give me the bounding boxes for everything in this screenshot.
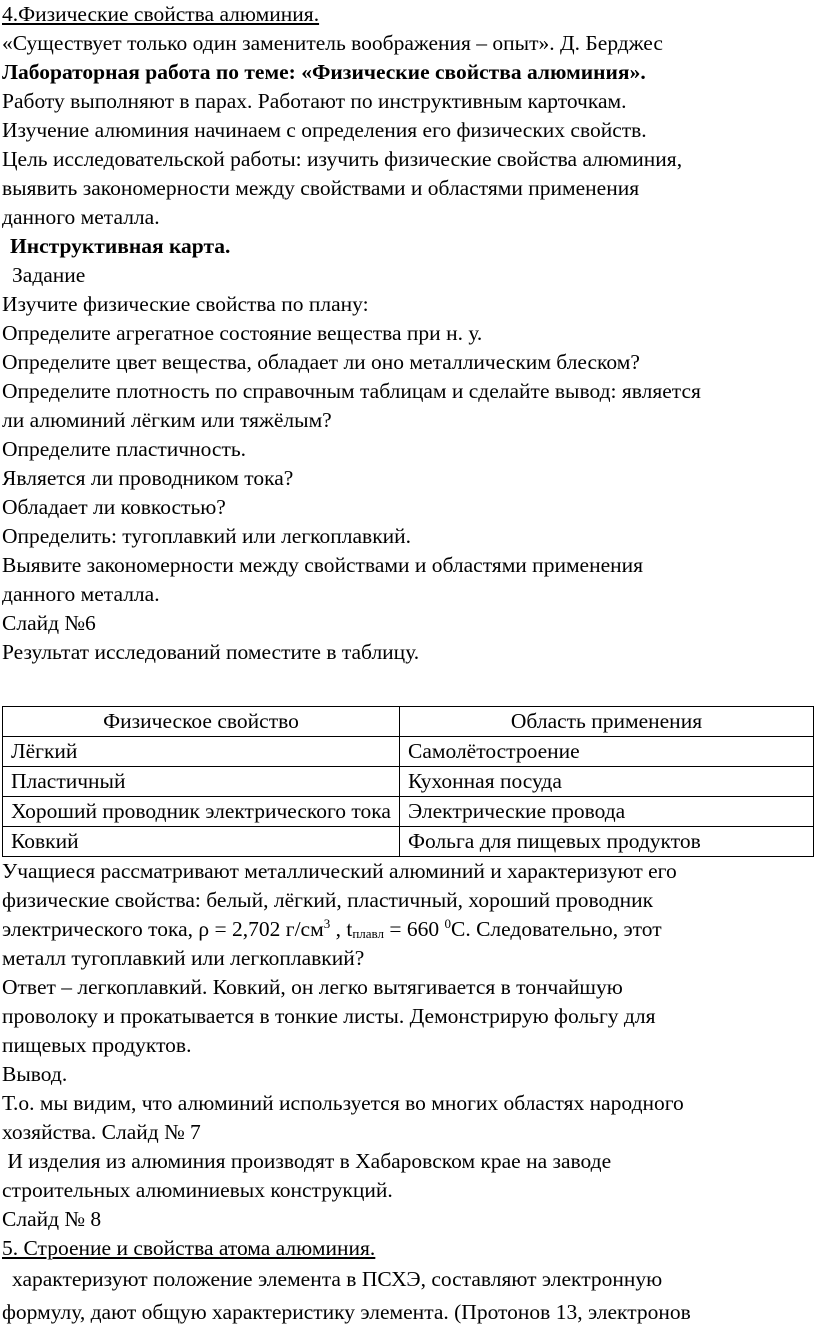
answer-line: пищевых продуктов.: [2, 1033, 192, 1057]
slide-reference: Слайд №6: [2, 611, 96, 635]
task-line: Обладает ли ковкостью?: [2, 495, 226, 519]
answer-line: Ответ – легкоплавкий. Ковкий, он легко вытягивается в тончайшую: [2, 975, 623, 999]
task-line: Результат исследований поместите в таблицу.: [2, 640, 420, 664]
table-cell-property: Ковкий: [3, 827, 400, 857]
section-4-heading: 4.Физические свойства алюминия.: [2, 2, 320, 26]
melting-subscript: плавл: [352, 926, 384, 941]
conclusion-line: Т.о. мы видим, что алюминий используется во многих областях народного: [2, 1091, 684, 1115]
density-text: электрического тока, ρ = 2,702 г/см: [2, 917, 324, 941]
task-label: Задание: [12, 263, 86, 287]
table-cell-property: Пластичный: [3, 767, 400, 797]
table-row: [3, 767, 814, 797]
task-line: Определите плотность по справочным таблицам и сделайте вывод: является: [2, 379, 701, 403]
task-line: Является ли проводником тока?: [2, 466, 294, 490]
task-line: Определите цвет вещества, обладает ли оно металлическим блеском?: [2, 350, 640, 374]
spacer: [2, 667, 814, 696]
conclusion-line: И изделия из алюминия производят в Хабаровском крае на заводе: [2, 1149, 612, 1173]
density-unit-exponent: 3: [323, 916, 331, 931]
task-line: Определите агрегатное состояние вещества при н. у.: [2, 321, 483, 345]
observation-tail: С. Следовательно, этот: [451, 917, 662, 941]
conclusion-label: Вывод.: [2, 1062, 68, 1086]
observation-line-formula: [2, 915, 814, 944]
task-line: Определите пластичность.: [2, 437, 247, 461]
task-line: Определить: тугоплавкий или легкоплавкий.: [2, 524, 412, 548]
intro-line: данного металла.: [2, 205, 160, 229]
table-cell-application: Электрические провода: [400, 797, 814, 827]
table-cell-application: Самолётостроение: [400, 737, 814, 767]
intro-line: выявить закономерности между свойствами и областями применения: [2, 176, 640, 200]
conclusion-line: строительных алюминиевых конструкций.: [2, 1178, 393, 1202]
task-line: данного металла.: [2, 582, 160, 606]
section-5-line: формулу, дают общую характеристику элемента. (Протонов 13, электронов: [2, 1300, 691, 1324]
temperature-value: = 660: [383, 917, 445, 941]
table-header-row: [3, 707, 814, 737]
table-header-application: Область применения: [400, 707, 814, 737]
intro-line: Цель исследовательской работы: изучить физические свойства алюминия,: [2, 147, 683, 171]
document-page: [2, 0, 814, 1329]
table-header-property: Физическое свойство: [3, 707, 400, 737]
section-5-heading: 5. Строение и свойства атома алюминия.: [2, 1236, 376, 1260]
epigraph: «Существует только один заменитель воображения – опыт». Д. Берджес: [2, 31, 663, 55]
intro-line: Работу выполняют в парах. Работают по инструктивным карточкам.: [2, 89, 627, 113]
instruction-card-title: Инструктивная карта.: [10, 234, 231, 258]
conclusion-line: хозяйства. Слайд № 7: [2, 1120, 201, 1144]
temperature-symbol: , t: [330, 917, 353, 941]
answer-line: проволоку и прокатывается в тонкие листы. Демонстрирую фольгу для: [2, 1004, 656, 1028]
slide-reference: Слайд № 8: [2, 1207, 102, 1231]
task-line: Изучите физические свойства по плану:: [2, 292, 369, 316]
intro-line: Изучение алюминия начинаем с определения его физических свойств.: [2, 118, 647, 142]
section-5-line: характеризуют положение элемента в ПСХЭ, составляют электронную: [12, 1267, 663, 1291]
observation-line: Учащиеся рассматривают металлический алюминий и характеризуют его: [2, 859, 677, 883]
lab-title: Лабораторная работа по теме: «Физические свойства алюминия».: [2, 60, 646, 84]
task-line: Выявите закономерности между свойствами и областями применения: [2, 553, 644, 577]
table-cell-application: Фольга для пищевых продуктов: [400, 827, 814, 857]
table-cell-application: Кухонная посуда: [400, 767, 814, 797]
degree-superscript: 0: [444, 916, 451, 931]
table-row: [3, 737, 814, 767]
observation-line: физические свойства: белый, лёгкий, пластичный, хороший проводник: [2, 888, 654, 912]
table-cell-property: Хороший проводник электрического тока: [3, 797, 400, 827]
table-row: [3, 827, 814, 857]
observation-line: металл тугоплавкий или легкоплавкий?: [2, 946, 365, 970]
results-table: [2, 706, 814, 857]
task-line: ли алюминий лёгким или тяжёлым?: [2, 408, 332, 432]
table-cell-property: Лёгкий: [3, 737, 400, 767]
table-row: [3, 797, 814, 827]
